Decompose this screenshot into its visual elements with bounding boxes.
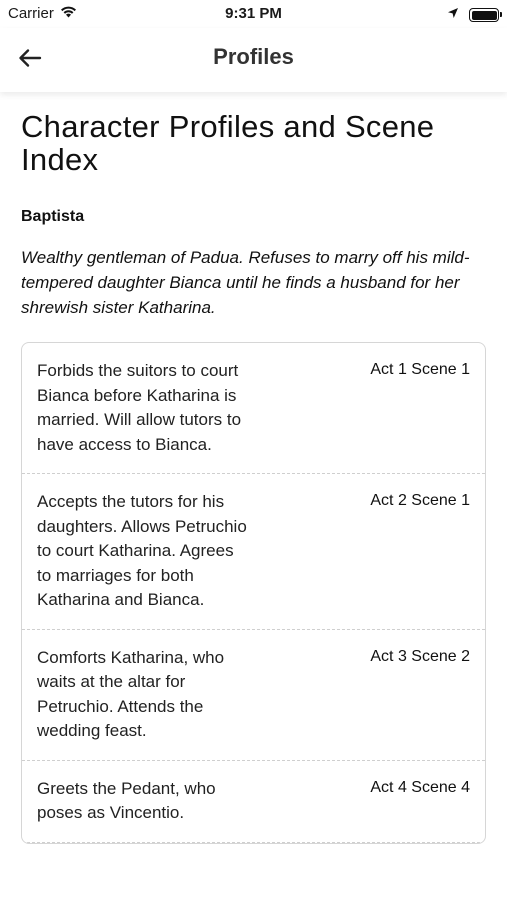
scene-row[interactable] <box>22 474 485 630</box>
character-name: Baptista <box>21 208 85 225</box>
back-button[interactable] <box>12 42 48 78</box>
scene-row[interactable] <box>22 343 485 474</box>
status-time: 9:31 PM <box>225 5 282 22</box>
carrier-label: Carrier <box>8 5 54 22</box>
scene-summary: Accepts the tutors for his daughters. Allows Petruchio to court Katharina. Agrees to marriages for both Katharina and Bianca. <box>37 492 247 609</box>
nav-title: Profiles <box>213 44 294 69</box>
battery-icon <box>469 8 499 22</box>
scene-reference: Act 3 Scene 2 <box>370 647 470 665</box>
scene-summary: Forbids the suitors to court Bianca before Katharina is married. Will allow tutors to have access to Bianca. <box>37 361 242 454</box>
scene-row[interactable] <box>22 761 485 843</box>
scene-summary: Comforts Katharina, who waits at the altar for Petruchio. Attends the wedding feast. <box>37 647 225 740</box>
navigation-bar <box>0 28 507 92</box>
scene-reference: Act 1 Scene 1 <box>370 361 470 378</box>
scene-reference: Act 4 Scene 4 <box>370 778 470 796</box>
location-arrow-icon <box>447 6 459 24</box>
status-right <box>447 6 499 24</box>
scene-row[interactable] <box>22 630 485 761</box>
scene-index-list <box>21 342 486 844</box>
scene-summary: Greets the Pedant, who poses as Vincentio. <box>37 778 216 822</box>
profile-content <box>0 92 507 900</box>
page-title: Character Profiles and Scene Index <box>21 109 435 177</box>
scene-reference: Act 2 Scene 1 <box>370 492 470 509</box>
status-bar <box>0 0 507 28</box>
arrow-left-icon <box>18 48 42 73</box>
character-description: Wealthy gentleman of Padua. Refuses to marry off his mild-tempered daughter Bianca until he finds a husband for her shrewish sister Katharina. <box>21 248 470 317</box>
